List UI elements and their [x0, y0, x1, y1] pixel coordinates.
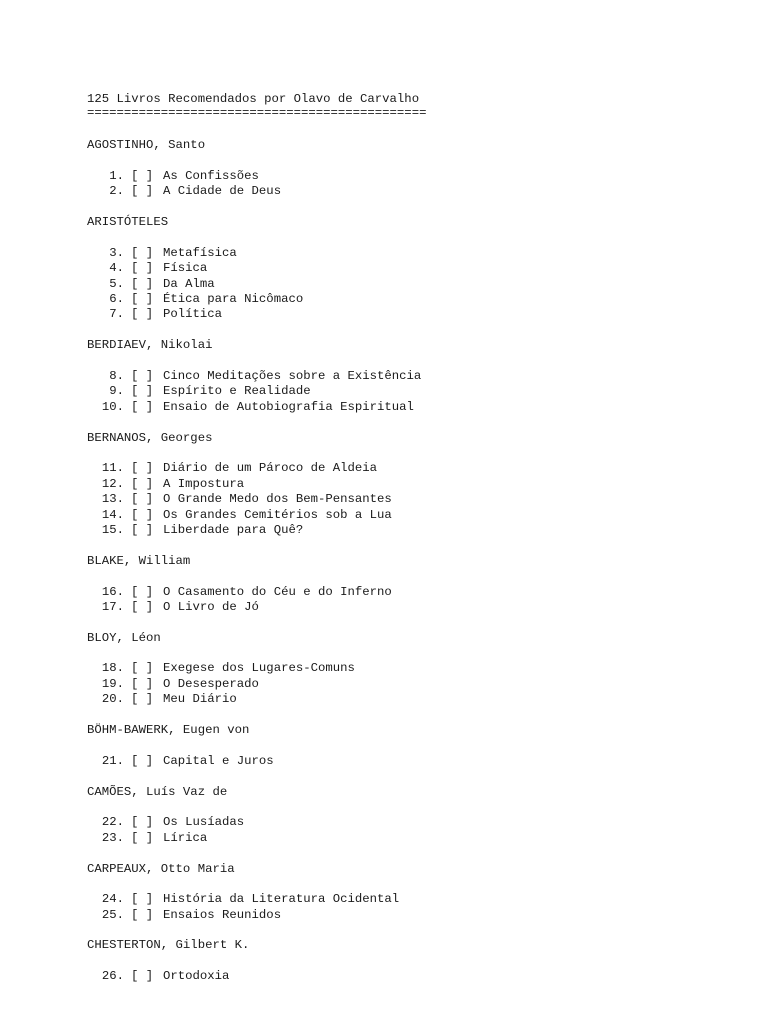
book-list-item: [87, 307, 747, 322]
author-heading: BÖHM-BAWERK, Eugen von: [87, 723, 250, 738]
spacer: [87, 646, 747, 661]
book-title: Cinco Meditações sobre a Existência: [163, 369, 422, 384]
book-number: 5.: [109, 276, 124, 291]
book-title: O Casamento do Céu e do Inferno: [163, 584, 392, 599]
book-checkbox[interactable]: [ ]: [131, 907, 154, 922]
spacer: [87, 200, 747, 215]
book-title: Diário de um Pároco de Aldeia: [163, 461, 378, 476]
book-checkbox[interactable]: [ ]: [131, 476, 154, 491]
book-number: 21.: [101, 753, 124, 768]
book-checkbox[interactable]: [ ]: [131, 384, 154, 399]
book-list-item: [87, 277, 747, 292]
spacer: [87, 769, 747, 784]
spacer: [87, 123, 747, 138]
author-heading: BERDIAEV, Nikolai: [87, 338, 213, 353]
book-number: 20.: [101, 692, 124, 707]
book-title: O Desesperado: [163, 676, 259, 691]
spacer: [87, 708, 747, 723]
book-title: Ensaio de Autobiografia Espiritual: [163, 399, 414, 414]
book-number: 23.: [101, 830, 124, 845]
book-title: Metafísica: [163, 245, 237, 260]
book-checkbox[interactable]: [ ]: [131, 245, 154, 260]
book-number: 17.: [101, 599, 124, 614]
book-checkbox[interactable]: [ ]: [131, 184, 154, 199]
document-title: 125 Livros Recomendados por Olavo de Carvalho: [87, 92, 420, 106]
book-title: Capital e Juros: [163, 753, 274, 768]
book-number: 18.: [101, 661, 124, 676]
book-number: 15.: [101, 522, 124, 537]
book-list-item: [87, 477, 747, 492]
book-checkbox[interactable]: [ ]: [131, 830, 154, 845]
book-checkbox[interactable]: [ ]: [131, 815, 154, 830]
book-checkbox[interactable]: [ ]: [131, 692, 154, 707]
book-checkbox[interactable]: [ ]: [131, 599, 154, 614]
book-list-item: [87, 692, 747, 707]
book-number: 10.: [101, 399, 124, 414]
book-checkbox[interactable]: [ ]: [131, 892, 154, 907]
book-number: 1.: [109, 168, 124, 183]
author-heading: CAMÕES, Luís Vaz de: [87, 784, 228, 799]
book-checkbox[interactable]: [ ]: [131, 292, 154, 307]
book-number: 22.: [101, 815, 124, 830]
book-number: 13.: [101, 492, 124, 507]
book-list-item: [87, 261, 747, 276]
book-checkbox[interactable]: [ ]: [131, 969, 154, 984]
book-title: Política: [163, 307, 223, 322]
book-checkbox[interactable]: [ ]: [131, 661, 154, 676]
book-title: Meu Diário: [163, 692, 237, 707]
spacer: [87, 154, 747, 169]
book-list-item: [87, 461, 747, 476]
book-list-item: [87, 492, 747, 507]
book-number: 24.: [101, 892, 124, 907]
book-list-item: [87, 585, 747, 600]
book-title: Ortodoxia: [163, 969, 230, 984]
author-heading: ARISTÓTELES: [87, 215, 169, 230]
book-checkbox[interactable]: [ ]: [131, 261, 154, 276]
author-heading: CHESTERTON, Gilbert K.: [87, 938, 250, 953]
author-heading: CARPEAUX, Otto Maria: [87, 861, 235, 876]
book-title: Física: [163, 261, 208, 276]
book-list-item: [87, 292, 747, 307]
book-title: Os Grandes Cemitérios sob a Lua: [163, 507, 392, 522]
book-list-item: [87, 677, 747, 692]
book-number: 25.: [101, 907, 124, 922]
book-list-item: [87, 908, 747, 923]
book-list-item: [87, 815, 747, 830]
book-list-item: [87, 969, 747, 984]
book-checkbox[interactable]: [ ]: [131, 522, 154, 537]
spacer: [87, 415, 747, 430]
book-number: 11.: [101, 461, 124, 476]
book-title: Espírito e Realidade: [163, 384, 311, 399]
spacer: [87, 231, 747, 246]
book-title: Ética para Nicômaco: [163, 292, 304, 307]
book-title: História da Literatura Ocidental: [163, 892, 400, 907]
book-list-item: [87, 369, 747, 384]
book-number: 4.: [109, 261, 124, 276]
spacer: [87, 800, 747, 815]
book-title: Liberdade para Quê?: [163, 522, 304, 537]
book-checkbox[interactable]: [ ]: [131, 168, 154, 183]
book-number: 12.: [101, 476, 124, 491]
book-number: 3.: [109, 245, 124, 260]
book-number: 8.: [109, 369, 124, 384]
book-number: 14.: [101, 507, 124, 522]
author-heading: AGOSTINHO, Santo: [87, 138, 206, 153]
book-list-item: [87, 246, 747, 261]
book-number: 6.: [109, 292, 124, 307]
book-list-item: [87, 384, 747, 399]
author-heading: BLOY, Léon: [87, 630, 161, 645]
book-number: 7.: [109, 307, 124, 322]
book-title: Da Alma: [163, 276, 215, 291]
book-title: Exegese dos Lugares-Comuns: [163, 661, 355, 676]
book-checkbox[interactable]: [ ]: [131, 753, 154, 768]
book-number: 19.: [101, 676, 124, 691]
spacer: [87, 615, 747, 630]
book-checkbox[interactable]: [ ]: [131, 676, 154, 691]
book-list-item: [87, 400, 747, 415]
book-title: Lírica: [163, 830, 208, 845]
book-list-item: [87, 508, 747, 523]
book-number: 26.: [101, 969, 124, 984]
book-title: Os Lusíadas: [163, 815, 245, 830]
spacer: [87, 738, 747, 753]
spacer: [87, 446, 747, 461]
book-list-item: [87, 754, 747, 769]
book-title: A Cidade de Deus: [163, 184, 282, 199]
author-heading: BERNANOS, Georges: [87, 430, 213, 445]
book-number: 9.: [109, 384, 124, 399]
book-checkbox[interactable]: [ ]: [131, 492, 154, 507]
author-heading: BLAKE, William: [87, 553, 191, 568]
book-number: 16.: [101, 584, 124, 599]
book-checkbox[interactable]: [ ]: [131, 584, 154, 599]
book-title: A Impostura: [163, 476, 245, 491]
spacer: [87, 569, 747, 584]
book-title: O Grande Medo dos Bem-Pensantes: [163, 492, 392, 507]
book-title: O Livro de Jó: [163, 599, 259, 614]
book-list-item: [87, 831, 747, 846]
spacer: [87, 354, 747, 369]
book-title: As Confissões: [163, 168, 259, 183]
title-underline-rule: ==============================================: [87, 106, 427, 121]
book-list-item: [87, 661, 747, 676]
author-sections: [87, 138, 747, 984]
book-number: 2.: [109, 184, 124, 199]
book-checkbox[interactable]: [ ]: [131, 399, 154, 414]
book-list-item: [87, 892, 747, 907]
book-list-item: [87, 523, 747, 538]
book-checkbox[interactable]: [ ]: [131, 507, 154, 522]
spacer: [87, 877, 747, 892]
document-page: [87, 92, 747, 985]
book-checkbox[interactable]: [ ]: [131, 307, 154, 322]
book-list-item: [87, 184, 747, 199]
spacer: [87, 846, 747, 861]
spacer: [87, 954, 747, 969]
book-checkbox[interactable]: [ ]: [131, 461, 154, 476]
book-title: Ensaios Reunidos: [163, 907, 282, 922]
spacer: [87, 923, 747, 938]
book-checkbox[interactable]: [ ]: [131, 369, 154, 384]
spacer: [87, 538, 747, 553]
spacer: [87, 323, 747, 338]
book-checkbox[interactable]: [ ]: [131, 276, 154, 291]
book-list-item: [87, 600, 747, 615]
book-list-item: [87, 169, 747, 184]
